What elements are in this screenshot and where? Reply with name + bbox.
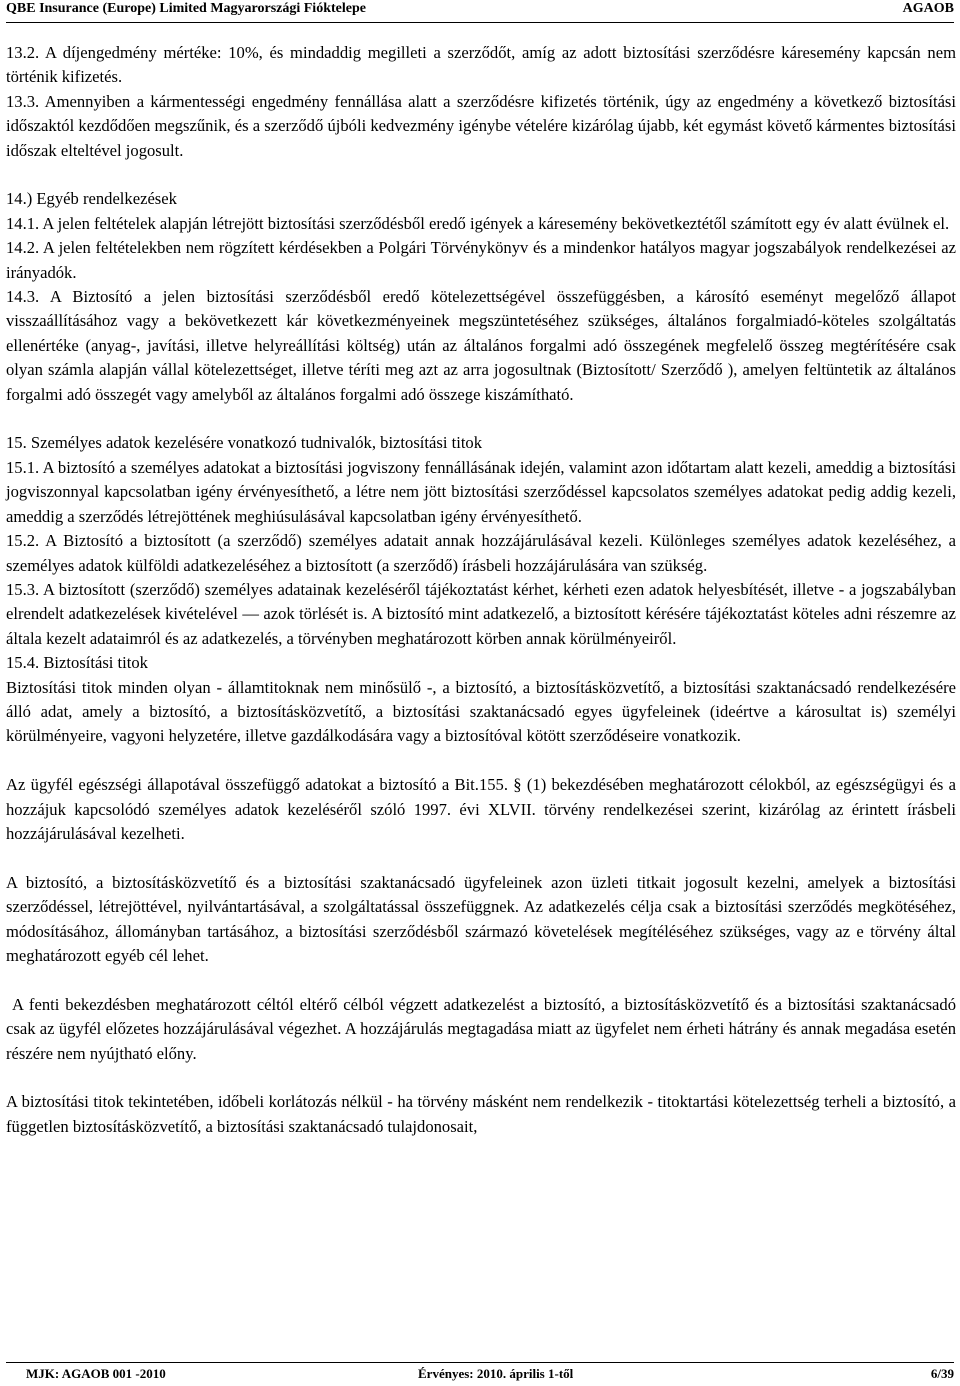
paragraph-13-3: 13.3. Amennyiben a kármentességi engedmény fennállása alatt a szerződésre kifizetés történik, úgy az engedmény a következő biztosítási időszaktól kezdődően megszűnik, és a szerződő újbóli kedvezmény igénybe vételére kizárólag újabb, két egymást követő kármentes biztosítási időszak elteltével jogosult. <box>6 91 956 160</box>
paragraph-13-2: 13.2. A díjengedmény mértéke: 10%, és mindaddig megilleti a szerződőt, amíg az adott biztosítási szerződésre káresemény kapcsán nem történik kifizetés. <box>6 43 956 87</box>
paragraph-health-data: Az ügyfél egészségi állapotával összefüggő adatokat a biztosító a Bit.155. § (1) bekezdésében meghatározott célokból, az egészségügyi és a hozzájuk kapcsolódó személyes adatok kezeléséről szóló 1997. évi XLVII. törvény rendelkezései szerint, kizárólag az érintett írásbeli hozzájárulásával kezelheti. <box>6 775 956 843</box>
page-header <box>6 0 954 23</box>
document-body <box>6 41 960 1139</box>
footer-page-number: 6/39 <box>930 1366 954 1381</box>
subsection-heading-15-4: 15.4. Biztosítási titok <box>6 653 148 673</box>
paragraph-14-1: 14.1. A jelen feltételek alapján létrejött biztosítási szerződésből eredő igények a káresemény bekövetkeztétől számított egy év alatt évülnek el. <box>6 213 950 233</box>
footer-document-id: MJK: AGAOB 001 -2010 <box>26 1366 166 1381</box>
paragraph-other-purpose-processing: A fenti bekezdésben meghatározott céltól eltérő célból végzett adatkezelést a biztosító, a biztosításközvetítő és a biztosítási szaktanácsadó csak az ügyfél előzetes hozzájárulásával végezhet. A hozzájárulás megtagadása miatt az ügyfelet nem érheti hátrány és annak megadása esetén részére nem nyújtható előny. <box>6 994 960 1063</box>
paragraph-15-2: 15.2. A Biztosító a biztosított (a szerződő) személyes adatait annak hozzájárulásával kezeli. Különleges személyes adatok kezeléséhez, a személyes adatok külföldi adatkezeléséhez a biztosított (a szerződő) írásbeli hozzájárulására van szükség. <box>6 531 956 575</box>
paragraph-confidentiality-obligation: A biztosítási titok tekintetében, időbeli korlátozás nélkül - ha törvény másként nem rendelkezik - titoktartási kötelezettség terheli a biztosító, a független biztosításközvetítő, a biztosítási szaktanácsadó tulajdonosait, <box>6 1092 956 1136</box>
page-footer <box>6 1362 954 1385</box>
paragraph-14-2: 14.2. A jelen feltételekben nem rögzített kérdésekben a Polgári Törvénykönyv és a mindenkor hatályos magyar jogszabályok rendelkezései az irányadók. <box>6 238 956 282</box>
spacer <box>6 163 956 187</box>
paragraph-insurance-secret-definition: Biztosítási titok minden olyan - államtitoknak nem minősülő -, a biztosító, a biztosításközvetítő, a biztosítási szaktanácsadó rendelkezésére álló adat, amely a biztosító, a biztosításközvetítő, a biztosítási szaktanácsadó egyes ügyfeleinek (ideértve a károsultat is) személyi körülményeire, vagyoni helyzetére, illetve gazdálkodására vagy a biztosítóval kötött szerződéseire vonatkozik. <box>6 677 956 746</box>
section-heading-15: 15. Személyes adatok kezelésére vonatkozó tudnivalók, biztosítási titok <box>6 433 483 453</box>
spacer <box>6 1066 956 1090</box>
paragraph-15-1: 15.1. A biztosító a személyes adatokat a biztosítási jogviszony fennállásának idején, valamint azon időtartam alatt kezeli, ameddig a biztosítási jogviszonnyal kapcsolatban igény érvényesíthető, a létre nem jött biztosítási szerződéssel kapcsolatos személyes adatokat pedig addig kezeli, ameddig a szerződés létrejöttének meghiúsulásával kapcsolatban igény érvényesíthető. <box>6 457 956 526</box>
paragraph-business-secrets: A biztosító, a biztosításközvetítő és a biztosítási szaktanácsadó ügyfeleinek azon üzleti titkait jogosult kezelni, amelyek a biztosítási szerződéssel, létrejöttével, nyilvántartásával, a szolgáltatással összefüggnek. Az adatkezelés célja csak a biztosítási szerződés megkötéséhez, módosításához, állományban tartásához, a biztosítási szerződésből származó követelések megítéléséhez szükséges, vagy az e törvény által meghatározott egyéb cél lehet. <box>6 872 956 965</box>
header-document-code: AGAOB <box>902 1 954 16</box>
header-company-name: QBE Insurance (Europe) Limited Magyarországi Fióktelepe <box>6 1 366 16</box>
spacer <box>6 846 956 870</box>
paragraph-15-3: 15.3. A biztosított (szerződő) személyes adatainak kezeléséről tájékoztatást kérhet, kérheti ezen adatok helyesbítését, illetve - a jogszabályban elrendelt adatkezelések kivételével — azok törlését is. A biztosító mint adatkezelő, a biztosított kérésére tájékoztatást köteles adni részemre az általa kezelt adataimról és az adatkezelés, a törvényben meghatározott körben annak körülményeiről. <box>6 579 956 648</box>
spacer <box>6 968 956 992</box>
section-heading-14: 14.) Egyéb rendelkezések <box>6 189 177 209</box>
footer-validity-date: Érvényes: 2010. április 1-től <box>418 1366 574 1381</box>
spacer <box>6 407 956 431</box>
paragraph-14-3: 14.3. A Biztosító a jelen biztosítási szerződésből eredő kötelezettségével összefüggésben, a károsító eseményt megelőző állapot visszaállításához vagy a bekövetkezett kár következményeinek megszüntetéséhez szükséges, általános forgalmiadó-köteles szolgáltatás ellenértéke (anyag-, javítási, illetve helyreállítási költség) után az általános forgalmi adó összegének megfelelő összeg megtérítésére csak olyan számla alapján vállal kötelezettséget, illetve téríti meg azt az arra jogosultnak (Biztosított/ Szerződő ), amelyen feltüntetik az általános forgalmi adó összegét vagy amelyből az általános forgalmi adó összege kiszámítható. <box>6 287 956 404</box>
spacer <box>6 749 956 773</box>
